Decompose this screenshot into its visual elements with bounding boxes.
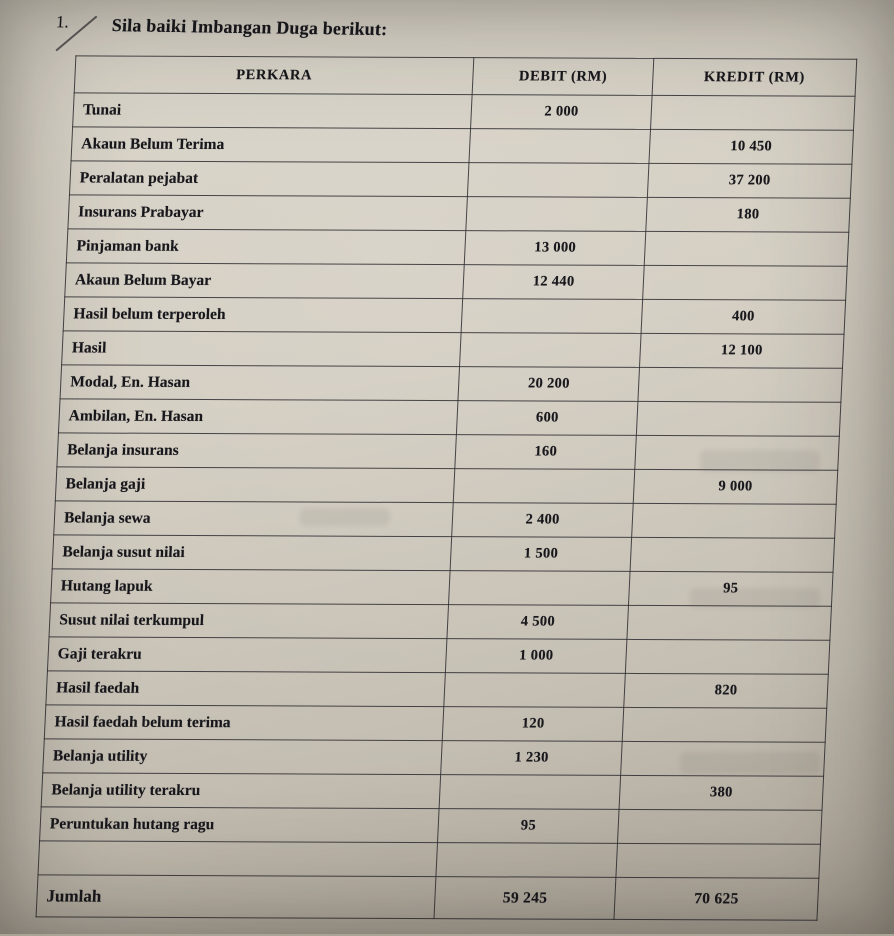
perkara-cell: Peralatan pejabat xyxy=(69,161,469,197)
perkara-cell: Hasil faedah xyxy=(46,671,446,707)
perkara-cell: Akaun Belum Bayar xyxy=(65,263,465,299)
table-row xyxy=(43,739,825,776)
perkara-cell: Belanja utility terakru xyxy=(41,773,441,809)
kredit-cell xyxy=(643,265,848,300)
perkara-cell: Hutang lapuk xyxy=(51,569,451,605)
table-row xyxy=(41,773,823,810)
debit-cell xyxy=(460,333,641,368)
kredit-cell xyxy=(635,435,840,470)
debit-cell: 12 440 xyxy=(463,265,644,300)
perkara-cell: Belanja sewa xyxy=(54,501,454,537)
table-row xyxy=(38,841,820,878)
debit-cell: 120 xyxy=(443,707,624,742)
table-row xyxy=(47,637,829,674)
table-row xyxy=(65,263,847,300)
table-row xyxy=(55,467,837,504)
table-row xyxy=(68,195,850,232)
kredit-cell xyxy=(616,843,821,878)
kredit-cell xyxy=(617,809,822,844)
header-perkara: PERKARA xyxy=(74,56,474,95)
kredit-cell: 9 000 xyxy=(633,469,838,504)
kredit-cell xyxy=(638,367,843,402)
table-row xyxy=(62,331,844,368)
debit-cell: 1 500 xyxy=(450,537,631,572)
debit-cell xyxy=(444,673,625,708)
debit-cell: 160 xyxy=(455,435,636,470)
kredit-cell: 10 450 xyxy=(649,129,854,164)
kredit-cell xyxy=(622,707,827,742)
debit-cell xyxy=(436,843,617,878)
table-row xyxy=(52,535,834,572)
debit-cell xyxy=(468,163,649,198)
perkara-cell: Akaun Belum Terima xyxy=(71,127,471,163)
table-row xyxy=(40,807,822,844)
kredit-cell: 180 xyxy=(646,197,851,232)
table-row xyxy=(63,297,845,334)
table-row xyxy=(44,705,826,742)
debit-cell: 600 xyxy=(457,401,638,436)
kredit-cell xyxy=(636,401,841,436)
table-row xyxy=(71,127,853,164)
debit-cell: 2 000 xyxy=(471,95,652,130)
perkara-cell: Peruntukan hutang ragu xyxy=(40,807,440,843)
perkara-cell: Hasil xyxy=(62,331,462,367)
table-row xyxy=(51,569,833,606)
header-row xyxy=(74,56,857,96)
debit-cell: 2 400 xyxy=(452,503,633,538)
perkara-cell: Belanja insurans xyxy=(57,433,457,469)
debit-cell xyxy=(469,129,650,164)
header-kredit: KREDIT (RM) xyxy=(652,58,857,96)
total-kredit-value: 70 625 xyxy=(614,877,819,920)
perkara-cell: Tunai xyxy=(73,93,473,129)
debit-cell: 95 xyxy=(438,809,619,844)
kredit-cell xyxy=(632,503,837,538)
kredit-cell: 820 xyxy=(624,673,829,708)
debit-cell xyxy=(449,571,630,606)
perkara-cell: Belanja susut nilai xyxy=(52,535,452,571)
kredit-cell: 95 xyxy=(628,571,833,606)
kredit-cell xyxy=(650,95,855,130)
perkara-cell: Modal, En. Hasan xyxy=(60,365,460,401)
kredit-cell: 400 xyxy=(641,299,846,334)
perkara-cell: Pinjaman bank xyxy=(66,229,466,265)
perkara-cell: Ambilan, En. Hasan xyxy=(58,399,458,435)
question-number: 1. xyxy=(55,12,70,32)
kredit-cell xyxy=(627,605,832,640)
debit-cell: 1 000 xyxy=(446,639,627,674)
question-header xyxy=(0,5,893,58)
perkara-cell: Gaji terakru xyxy=(47,637,447,673)
trial-balance-table xyxy=(36,55,858,920)
table-body xyxy=(38,93,855,878)
table-row xyxy=(58,399,840,436)
debit-cell xyxy=(466,197,647,232)
kredit-cell xyxy=(625,639,830,674)
debit-cell: 13 000 xyxy=(465,231,646,266)
table-row xyxy=(60,365,842,402)
perkara-cell: Hasil belum terperoleh xyxy=(63,297,463,333)
perkara-cell xyxy=(38,841,438,877)
table-row xyxy=(66,229,848,266)
question-title: Sila baiki Imbangan Duga berikut: xyxy=(111,15,388,40)
total-debit-value: 59 245 xyxy=(434,877,616,920)
perkara-cell: Susut nilai terkumpul xyxy=(49,603,449,639)
total-row xyxy=(36,875,819,920)
perkara-cell: Insurans Prabayar xyxy=(68,195,468,231)
debit-cell: 1 230 xyxy=(441,741,622,776)
table-row xyxy=(69,161,851,198)
table-row xyxy=(46,671,828,708)
debit-cell: 4 500 xyxy=(447,605,628,640)
total-label: Jumlah xyxy=(36,875,436,919)
kredit-cell xyxy=(630,537,835,572)
debit-cell xyxy=(439,775,620,810)
kredit-cell xyxy=(644,231,849,266)
kredit-cell xyxy=(621,741,826,776)
table-row xyxy=(73,93,855,130)
debit-cell xyxy=(461,299,642,334)
kredit-cell: 380 xyxy=(619,775,824,810)
debit-cell xyxy=(454,469,635,504)
debit-cell: 20 200 xyxy=(458,367,639,402)
header-debit: DEBIT (RM) xyxy=(472,58,653,96)
perkara-cell: Belanja gaji xyxy=(55,467,455,503)
kredit-cell: 12 100 xyxy=(639,333,844,368)
table-row xyxy=(57,433,839,470)
kredit-cell: 37 200 xyxy=(647,163,852,198)
perkara-cell: Hasil faedah belum terima xyxy=(44,705,444,741)
table-row xyxy=(49,603,831,640)
table-row xyxy=(54,501,836,538)
perkara-cell: Belanja utility xyxy=(43,739,443,775)
